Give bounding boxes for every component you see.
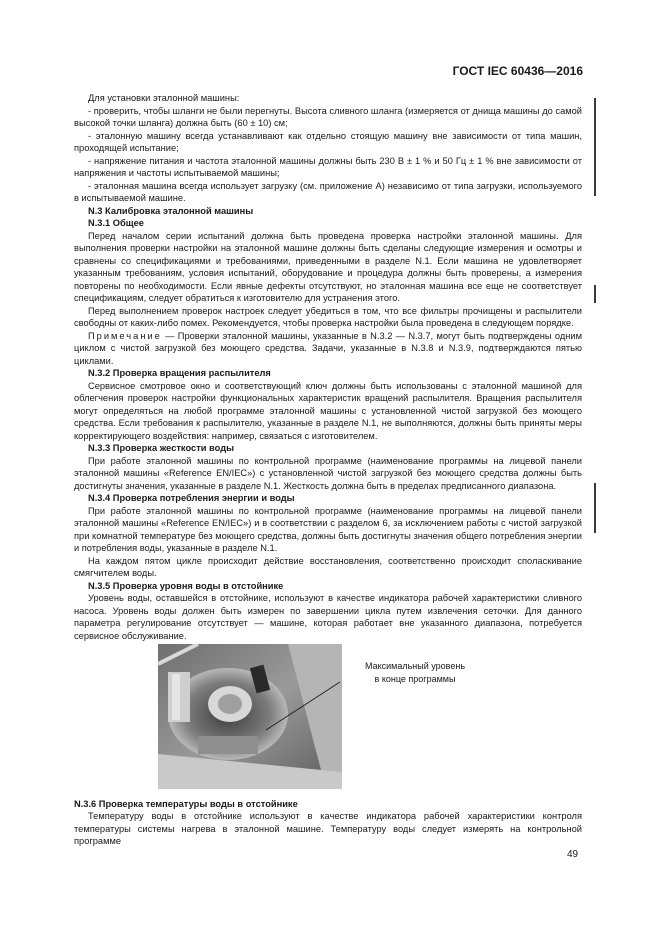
change-bar — [594, 285, 596, 303]
subsection-heading-n35: N.3.5 Проверка уровня воды в отстойнике — [88, 580, 284, 591]
paragraph: Перед началом серии испытаний должна быть проведена проверка настройки эталонной машины. Для выполнения проверки настройки на эталонной машине должны быть сделаны следующие измерения и осмотры и сравнены со спецификациями и требованиями, приведенными в разделе N.1. Если машина не удовлетворяет указанным требованиям, условия испытаний, оборудование и процедура должны быть проверены, а измерения повторены по необходимости. Если явные дефекты отсутствуют, но эталонная машина все еще не соответствует спецификациям, следует обратиться к изготовителю для устранения этого. — [74, 230, 582, 303]
sump-photo — [158, 644, 342, 789]
callout-line2: в конце программы — [374, 674, 456, 684]
intro-bullet: - напряжение питания и частота эталонной машины должны быть 230 В ± 1 % и 50 Гц ± 1 % вне зависимости от напряжения и частоты испытываемой машины; — [74, 155, 582, 178]
change-bar — [594, 483, 596, 533]
paragraph: На каждом пятом цикле происходит действие восстановления, соответственно происходит споласкивание смягчителем воды. — [74, 555, 582, 578]
subsection-heading-n33: N.3.3 Проверка жесткости воды — [88, 443, 235, 453]
standard-header: ГОСТ IEC 60436—2016 — [452, 64, 583, 78]
paragraph: Перед выполнением проверок настроек следует убедиться в том, что все фильтры прочищены и распылители свободны от каких-либо помех. Рекомендуется, чтобы проверка настройки была проведена в следующем порядке. — [74, 305, 582, 328]
page-number: 49 — [567, 849, 579, 860]
body-text — [74, 92, 582, 642]
paragraph: Сервисное смотровое окно и соответствующий ключ должны быть использованы с эталонной машиной для облегчения проверок настройки функциональных характеристик вращений распылителя. Вращения распылителя могут определяться на любой программе эталонной машины с установленной чистой загрузкой без моющего средства. Если требования к распылителю, указанные в разделе N.1, не выполняются, должны быть приняты меры корректирующего воздействия: например, связаться с изготовителем. — [74, 380, 582, 441]
paragraph: Температуру воды в отстойнике используют в качестве индикатора рабочей характеристики контроля температуры системы нагрева в эталонной машине. Температуру воды следует измерять на контрольной программе — [74, 811, 582, 846]
paragraph: При работе эталонной машины по контрольной программе (наименование программы на лицевой панели эталонной машины «Reference EN/IEC») и в соответствии с разделом 6, за исключением работы с чистой загрузкой при комнатной температуре без моющего средства, должны быть достигнуты значения общего потребления энергии и потребления воды, указанные в разделе N.1. — [74, 505, 582, 553]
paragraph: Уровень воды, оставшейся в отстойнике, используют в качестве индикатора рабочей характеристики сливного насоса. Уровень воды должен быть измерен по завершении цикла путем извлечения сеточки. Для данного параметра регулирование отсутствует — машине, которая работает вне указанного диапазона, потребуется сервисное обслуживание. — [74, 593, 582, 641]
sump-photo-illustration — [158, 644, 342, 789]
section-heading-n3: N.3 Калибровка эталонной машины — [88, 205, 254, 216]
paragraph: При работе эталонной машины по контрольной программе (наименование программы на лицевой панели эталонной машины «Reference EN/IEC») с установленной чистой загрузкой без моющего средства должны быть достигнуты значения, указанные в разделе N.1. Жесткость должна быть в пределах предписанного диапазона. — [74, 455, 582, 491]
tail-text — [74, 810, 582, 848]
intro-bullet: - эталонная машина всегда использует загрузку (см. приложение А) независимо от типа загрузки, используемого в испытываемой машине. — [74, 180, 582, 203]
figure-callout — [345, 660, 485, 686]
intro-bullet: - проверить, чтобы шланги не были перегнуты. Высота сливного шланга (измеряется от днища машины до самой высокой точки шланга) должна быть (60 ± 10) см; — [74, 105, 582, 128]
change-bar — [594, 98, 596, 196]
subsection-heading-n32: N.3.2 Проверка вращения распылителя — [88, 368, 271, 378]
intro-lead: Для установки эталонной машины: — [88, 93, 240, 103]
note-label: Примечание — [88, 330, 162, 341]
note — [74, 330, 582, 368]
note-text: — Проверки эталонной машины, указанные в N.3.2 — N.3.7, могут быть подтверждены одним циклом с чистой загрузкой без моющего средства. Задачи, указанные в N.3.8 и N.3.9, подтверждаются пятью циклами. — [74, 330, 582, 366]
subsection-heading-n36: N.3.6 Проверка температуры воды в отстойнике — [74, 799, 298, 809]
callout-line1: Максимальный уровень — [364, 661, 466, 671]
intro-bullet: - эталонную машину всегда устанавливают как отдельно стоящую машину вне зависимости от типа машин, проходящей испытание; — [74, 130, 582, 153]
subsection-heading-n34: N.3.4 Проверка потребления энергии и воды — [88, 493, 295, 503]
subsection-heading-n31: N.3.1 Общее — [88, 218, 144, 228]
